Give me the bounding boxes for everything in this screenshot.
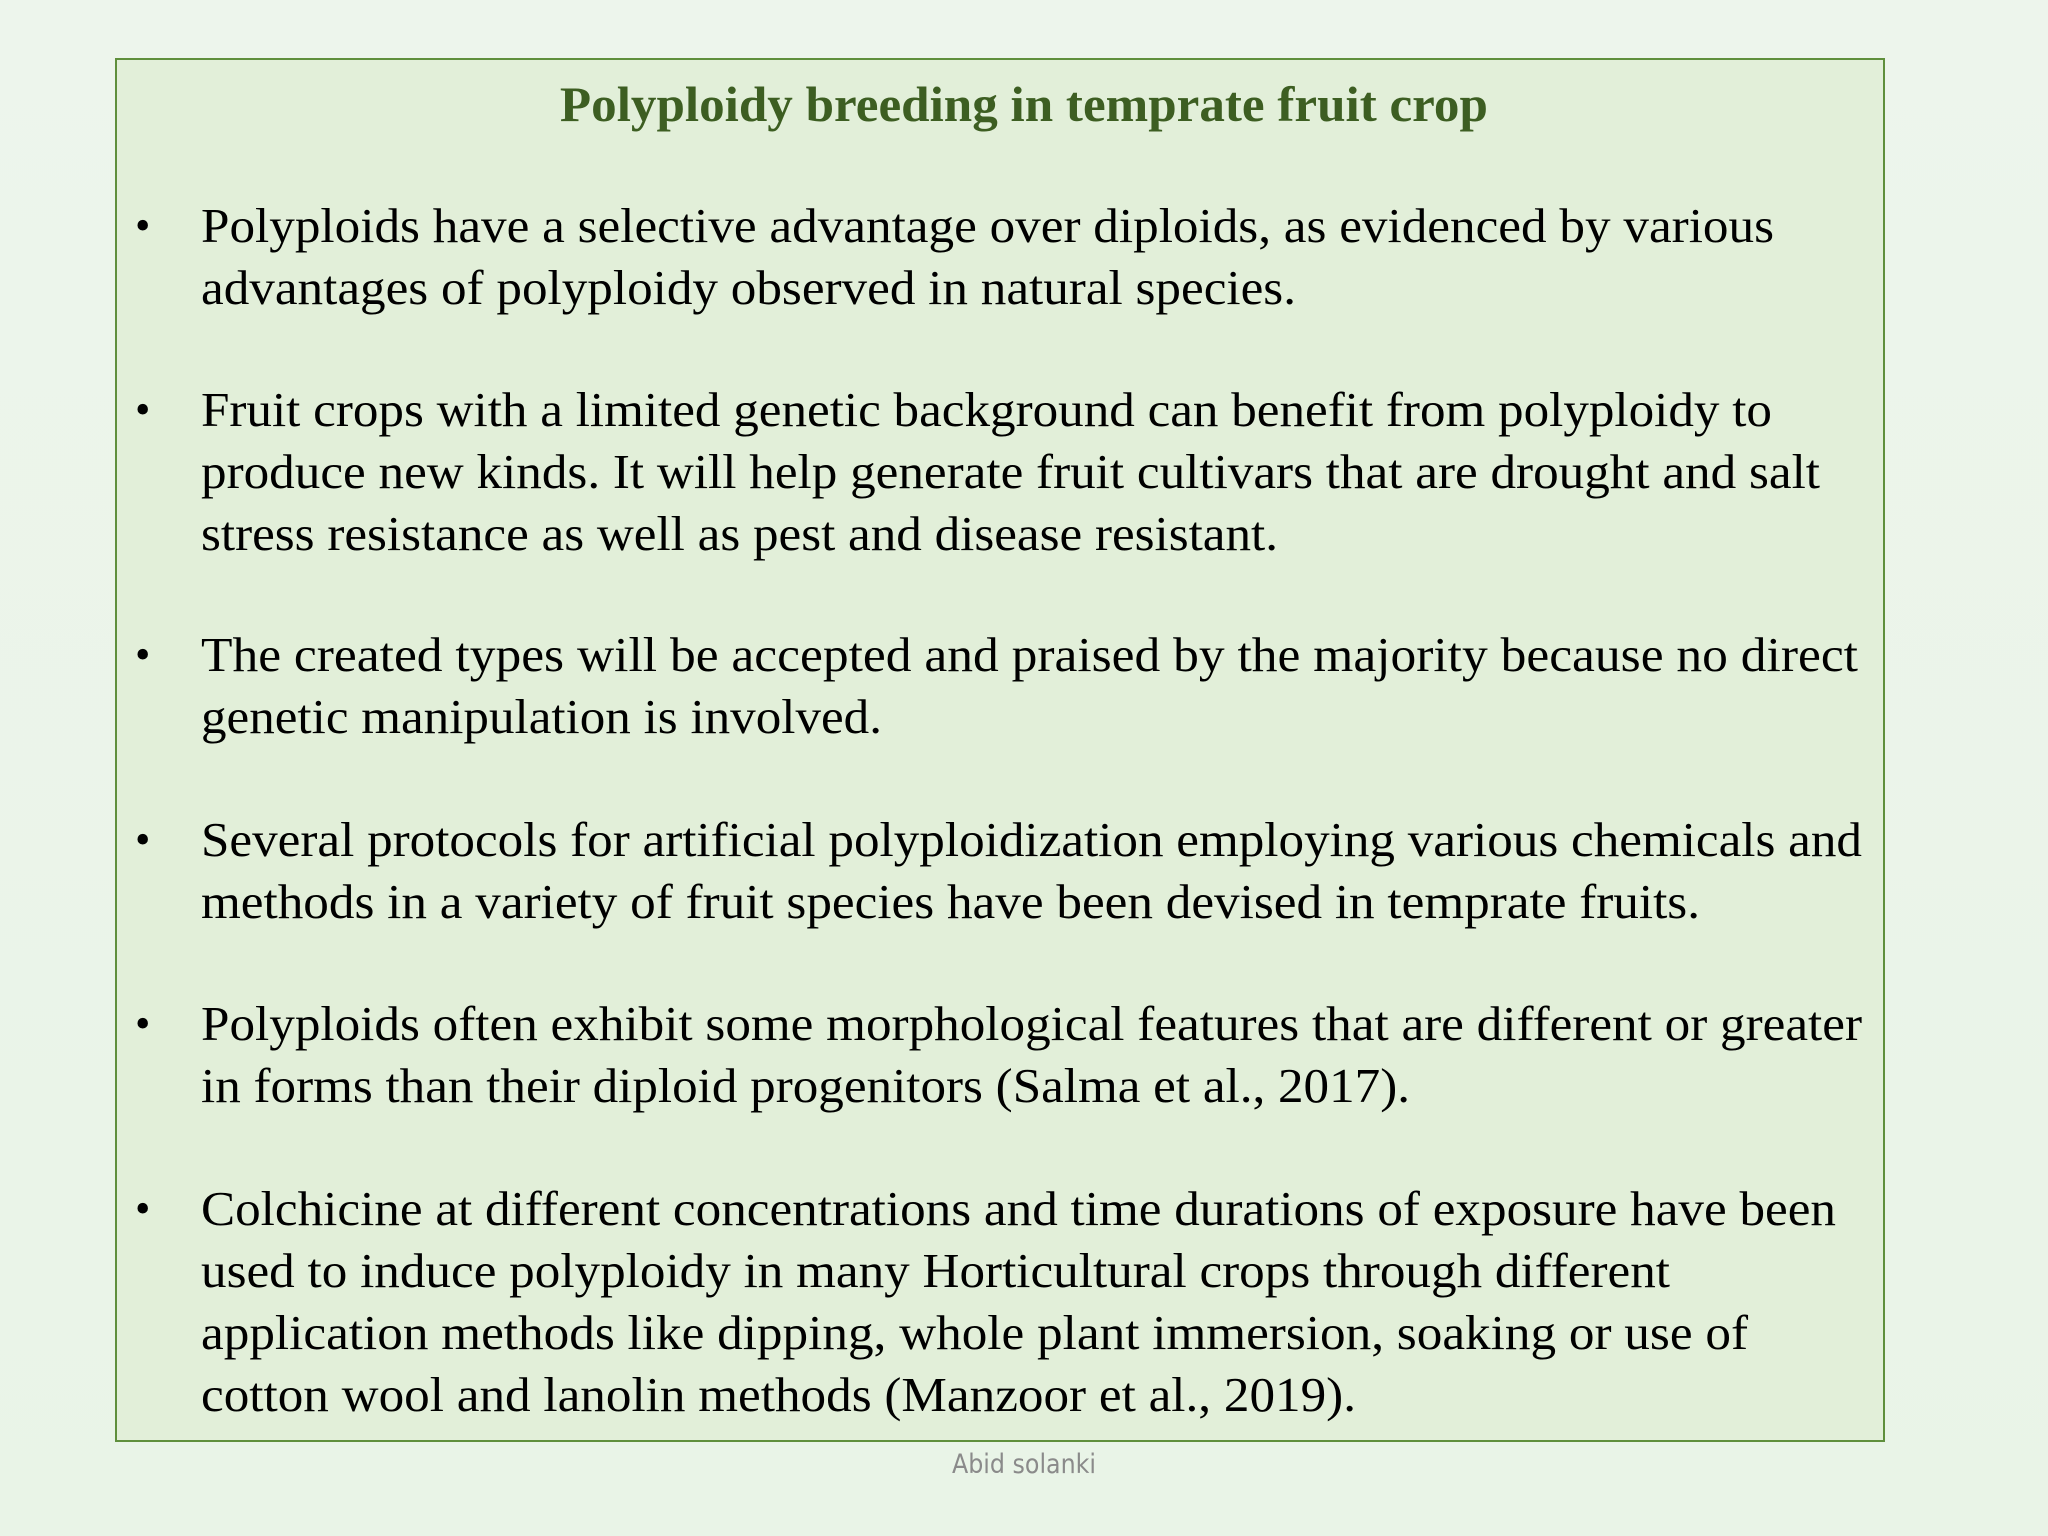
bullet-6-line-2: used to induce polyploidy in many Horticultural crops through different <box>201 1243 1670 1298</box>
bullet-6-line-1: Colchicine at different concentrations and time durations of exposure have been <box>201 1181 1837 1236</box>
bullet-5-line-1: Polyploids often exhibit some morphological features that are different or greater <box>201 996 1863 1051</box>
bullet-icon: • <box>135 385 151 434</box>
bullet-2-line-1: Fruit crops with a limited genetic background can benefit from polyploidy to <box>201 382 1772 437</box>
bullet-3-line-1: The created types will be accepted and praised by the majority because no direct <box>201 627 1858 682</box>
bullet-2-line-3: stress resistance as well as pest and disease resistant. <box>201 506 1278 561</box>
bullet-1-line-1: Polyploids have a selective advantage over diploids, as evidenced by various <box>201 198 1774 253</box>
bullet-6-line-4: cotton wool and lanolin methods (Manzoor et al., 2019). <box>201 1367 1356 1422</box>
bullet-5-line-2: in forms than their diploid progenitors (Salma et al., 2017). <box>201 1058 1410 1113</box>
bullet-icon: • <box>135 1184 151 1233</box>
bullet-icon: • <box>135 815 151 864</box>
bullet-4-line-1: Several protocols for artificial polyploidization employing various chemicals and <box>201 812 1862 867</box>
bullet-icon: • <box>135 999 151 1048</box>
bullet-2-line-2: produce new kinds. It will help generate fruit cultivars that are drought and salt <box>201 444 1821 499</box>
bullet-icon: • <box>135 630 151 679</box>
slide-title: Polyploidy breeding in temprate fruit crop <box>560 76 1488 132</box>
bullet-6-line-3: application methods like dipping, whole plant immersion, soaking or use of <box>201 1305 1748 1360</box>
bullet-3-line-2: genetic manipulation is involved. <box>201 689 882 744</box>
footer-author: Abid solanki <box>951 1449 1097 1480</box>
bullet-icon: • <box>135 201 151 250</box>
bullet-1-line-2: advantages of polyploidy observed in natural species. <box>201 260 1296 315</box>
bullet-4-line-2: methods in a variety of fruit species have been devised in temprate fruits. <box>201 874 1700 929</box>
